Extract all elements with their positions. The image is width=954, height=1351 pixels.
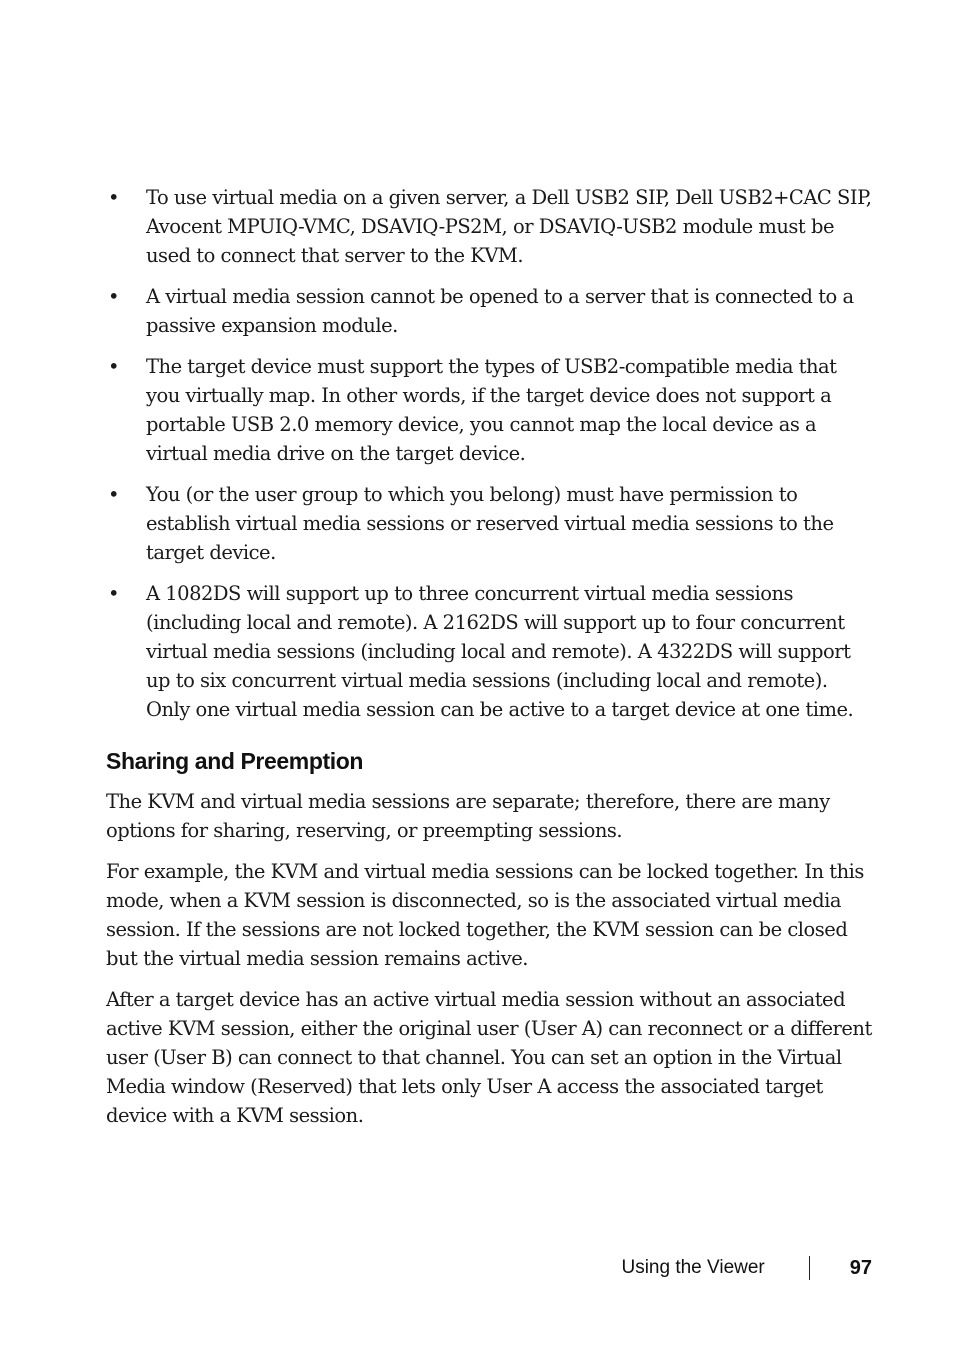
paragraph: After a target device has an active virtual media session without an associated active KVM session, either the original user (User A) can reconnect or a different user (User B) can connect to that channel. You can set an option in the Virtual Media window (Reserved) that lets only User A access the associated target device with a KVM session. [106,988,872,1127]
list-item-text: To use virtual media on a given server, a Dell USB2 SIP, Dell USB2+CAC SIP, Avocent MPUIQ-VMC, DSAVIQ-PS2M, or DSAVIQ-USB2 module must be used to connect that server to the KVM. [146,186,872,267]
list-item [106,579,876,724]
bullet-icon: • [108,582,120,605]
list-item-text: You (or the user group to which you belong) must have permission to establish virtual media sessions or reserved virtual media sessions to the target device. [146,483,834,564]
page-number: 97 [849,1256,872,1279]
list-item [106,282,876,340]
footer-divider [809,1256,810,1280]
page-content [106,183,876,1142]
requirements-list [106,183,876,724]
list-item-text: The target device must support the types of USB2-compatible media that you virtually map. In other words, if the target device does not support a portable USB 2.0 memory device, you cannot map the local device as a virtual media drive on the target device. [146,355,837,465]
bullet-icon: • [108,186,120,209]
paragraph: The KVM and virtual media sessions are separate; therefore, there are many options for sharing, reserving, or preempting sessions. [106,790,830,842]
section-heading: Sharing and Preemption [106,748,364,774]
bullet-icon: • [108,285,120,308]
list-item-text: A 1082DS will support up to three concurrent virtual media sessions (including local and remote). A 2162DS will support up to four concurrent virtual media sessions (including local and remote). A 4322DS will support up to six concurrent virtual media sessions (including local and remote). Only one virtual media session can be active to a target device at one time. [146,582,854,721]
chapter-title: Using the Viewer [621,1257,765,1278]
bullet-icon: • [108,355,120,378]
list-item [106,480,876,567]
page-footer [621,1256,872,1280]
list-item-text: A virtual media session cannot be opened to a server that is connected to a passive expansion module. [146,285,854,337]
list-item [106,183,876,270]
bullet-icon: • [108,483,120,506]
paragraph: For example, the KVM and virtual media sessions can be locked together. In this mode, when a KVM session is disconnected, so is the associated virtual media session. If the sessions are not locked together, the KVM session can be closed but the virtual media session remains active. [106,860,864,970]
list-item [106,352,876,468]
